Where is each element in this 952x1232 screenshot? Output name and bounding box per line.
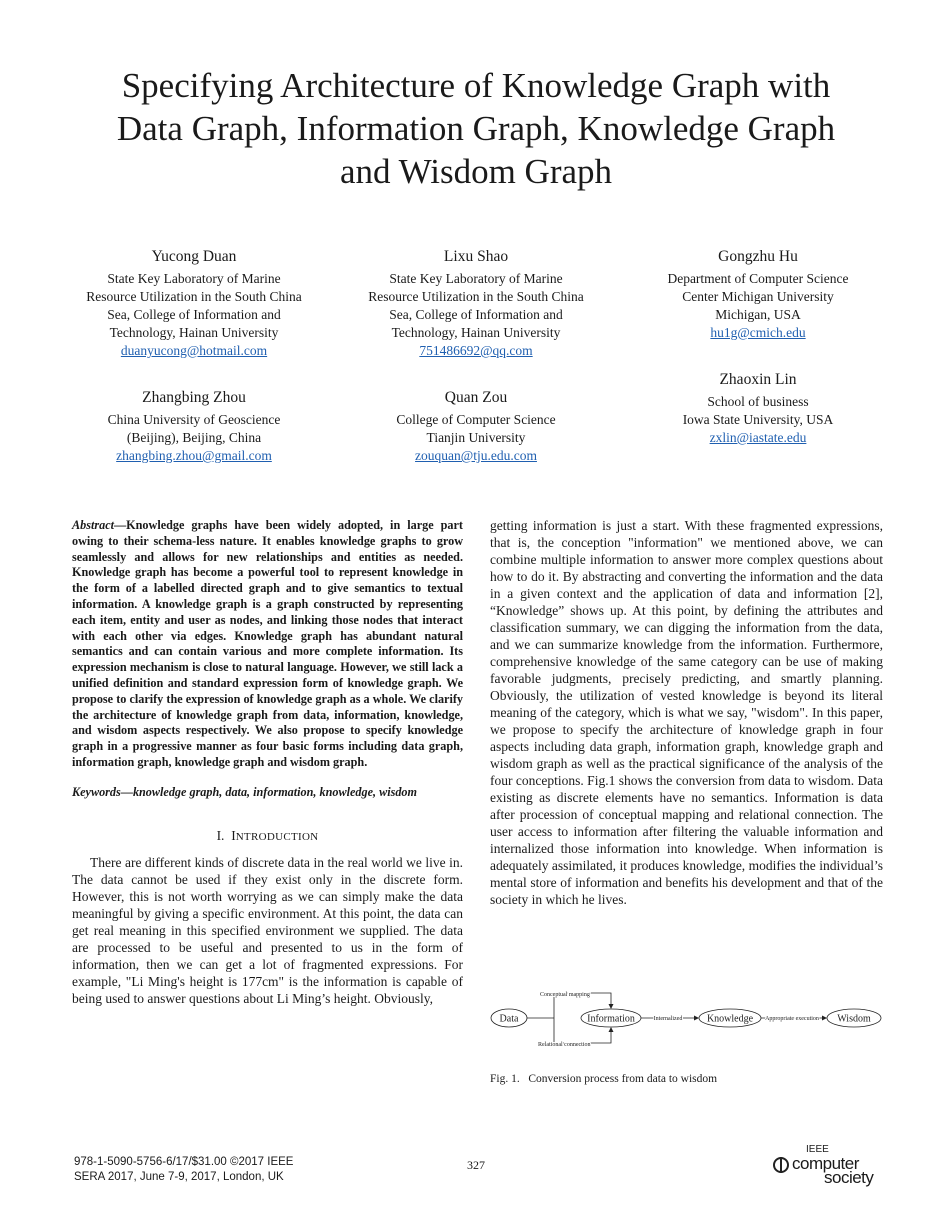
author-block: [623, 370, 893, 447]
affiliation-line: State Key Laboratory of Marine: [107, 271, 281, 286]
title-line: Data Graph, Information Graph, Knowledge Graph: [116, 109, 836, 148]
right-column: [490, 517, 883, 908]
arrow-head: [609, 1027, 614, 1032]
section-title-rest: NTRODUCTION: [235, 830, 319, 843]
affiliation-line: Resource Utilization in the South China: [368, 289, 584, 304]
computer-society-mark-icon: [772, 1156, 790, 1174]
footer-copyright: [74, 1155, 293, 1185]
author-block: [623, 247, 893, 342]
node-label: Wisdom: [837, 1013, 871, 1025]
author-block: [341, 247, 611, 360]
ieee-computer-society-logo: [772, 1144, 882, 1186]
node-label: Information: [587, 1013, 635, 1025]
author-email-link[interactable]: zxlin@iastate.edu: [709, 430, 807, 445]
author-email-link[interactable]: hu1g@cmich.edu: [710, 325, 806, 340]
affiliation-line: Iowa State University, USA: [682, 412, 834, 427]
author-name: Zhaoxin Lin: [719, 371, 797, 388]
affiliation-line: College of Computer Science: [396, 412, 556, 427]
author-email-link[interactable]: duanyucong@hotmail.com: [120, 343, 268, 358]
edge-label: Conceptual mapping: [540, 992, 590, 998]
author-block: [341, 388, 611, 465]
node-label: Knowledge: [706, 1013, 754, 1025]
arrow-head: [822, 1016, 827, 1021]
footer-line: 978-1-5090-5756-6/17/$31.00 ©2017 IEEE: [74, 1156, 294, 1168]
affiliation-line: Sea, College of Information and: [107, 307, 281, 322]
intro-paragraph-continued: getting information is just a start. With these fragmented expressions, that is, the conception "information" we mentioned above, we can combine multiple information to answer more complex questions about how to do it. By abstracting and converting the information and the data in a given context and the application of data and information [2], “Knowledge” shows up. At this point, by defining the attributes and classification summary, we can digging the information from the data, and we can summarize knowledge from the information. Furthermore, comprehensive knowledge of the same category can be use of making favorable judgments, precisely predicting, and smartly planning. Obviously, the utilization of vested knowledge is beyond its literal meaning of the category, which is what we say, "wisdom". In this paper, we propose to specify the architecture of knowledge graph in four aspects including data graph, information graph, knowledge graph and wisdom graph as well as the practical significance of the analysis of the four conceptions. Fig.1 shows the conversion from data to wisdom. Data existing as discrete elements have no semantics. Information is data after procession of conceptual mapping and relational connection. The user access to information after filtering the valuable information and internalized those information into knowledge. When information is adequately assimilated, it produces knowledge, modifies the individual’s mental store of information and benefits his development and that of the society in which he lives.: [490, 518, 883, 907]
affiliation-line: State Key Laboratory of Marine: [389, 271, 563, 286]
affiliation-line: Department of Computer Science: [667, 271, 849, 286]
author-name: Quan Zou: [444, 389, 508, 406]
author-name: Lixu Shao: [443, 248, 509, 265]
abstract-text: —Knowledge graphs have been widely adopted, in large part owing to their schema-less nature. It enables knowledge graphs to grow seamlessly and allows for new relationships and entities as needed. Knowledge graph has become a powerful tool to represent knowledge in the form of a labelled directed graph and to give semantics to textual information. A knowledge graph is a graph constructed by representing each item, entity and user as nodes, and linking those nodes that interact with each other via edges. Knowledge graph has abundant natural semantics and can contain various and more complete information. Its expression mechanism is close to natural language. However, we still lack a unified definition and standard expression form of knowledge graph. We propose to clarify the expression of knowledge graph as a whole. We clarify the architecture of knowledge graph from data, information, knowledge, and wisdom aspects respectively. We also propose to specify knowledge graph in a progressive manner as four basic forms including data graph, information graph, knowledge graph and wisdom graph.: [72, 518, 463, 769]
figure-1-diagram: [490, 984, 885, 1056]
intro-paragraph: There are different kinds of discrete data in the real world we live in. The data cannot be used if they exist only in the discrete form. However, this is not worth worrying as we can simply make the data meaningful by giving a specific environment. At this point, the data can get real meaning in this specified environment we supplied. The data are processed to be useful and presented to us in the form of information, then we can get a lot of fragmented expressions. For example, "Li Ming's height is 177cm" is the information is capable of being used to answer questions about Li Ming’s height. Obviously,: [72, 854, 463, 1006]
author-email-link[interactable]: 751486692@qq.com: [419, 343, 533, 358]
section-title-initial: I: [231, 827, 236, 843]
keywords: Keywords—knowledge graph, data, information, knowledge, wisdom: [72, 784, 418, 799]
author-name: Yucong Duan: [151, 248, 237, 265]
author-name: Gongzhu Hu: [718, 248, 798, 265]
title-line: and Wisdom Graph: [339, 152, 613, 191]
affiliation-line: Center Michigan University: [682, 289, 834, 304]
abstract: [72, 518, 463, 771]
affiliation-line: China University of Geoscience: [107, 412, 281, 427]
left-column: [72, 518, 463, 1007]
page-number: 327: [467, 1158, 485, 1172]
footer-line: SERA 2017, June 7-9, 2017, London, UK: [74, 1171, 284, 1183]
logo-society: society: [824, 1168, 874, 1187]
author-block: [59, 388, 329, 465]
author-email-link[interactable]: zouquan@tju.edu.com: [415, 448, 537, 463]
affiliation-line: Michigan, USA: [715, 307, 801, 322]
author-name: Zhangbing Zhou: [142, 389, 246, 406]
affiliation-line: Resource Utilization in the South China: [86, 289, 302, 304]
abstract-lead: Abstract: [72, 518, 114, 532]
node-label: Data: [499, 1013, 519, 1025]
figure-caption: Fig. 1. Conversion process from data to wisdom: [490, 1073, 718, 1085]
title-line: Specifying Architecture of Knowledge Graph with: [121, 66, 831, 105]
affiliation-line: Technology, Hainan University: [391, 325, 561, 340]
author-block: [59, 247, 329, 360]
edge-relational-connection: [554, 1029, 611, 1043]
arrow-head: [609, 1004, 614, 1009]
affiliation-line: Sea, College of Information and: [389, 307, 563, 322]
author-email-link[interactable]: zhangbing.zhou@gmail.com: [116, 448, 272, 463]
arrow-head: [694, 1016, 699, 1021]
affiliation-line: School of business: [707, 394, 809, 409]
paper-title: [60, 64, 892, 193]
section-number: I.: [216, 827, 225, 843]
affiliation-line: Technology, Hainan University: [109, 325, 279, 340]
affiliation-line: Tianjin University: [426, 430, 526, 445]
edge-label: Relational connection: [538, 1042, 591, 1048]
logo-ieee: IEEE: [806, 1144, 829, 1155]
affiliation-line: (Beijing), Beijing, China: [126, 430, 262, 445]
logo-computer: computer: [792, 1154, 859, 1173]
edge-label: Internalized: [653, 1016, 683, 1022]
section-heading: [72, 827, 463, 846]
edge-label: Appropriate execution: [765, 1016, 819, 1022]
